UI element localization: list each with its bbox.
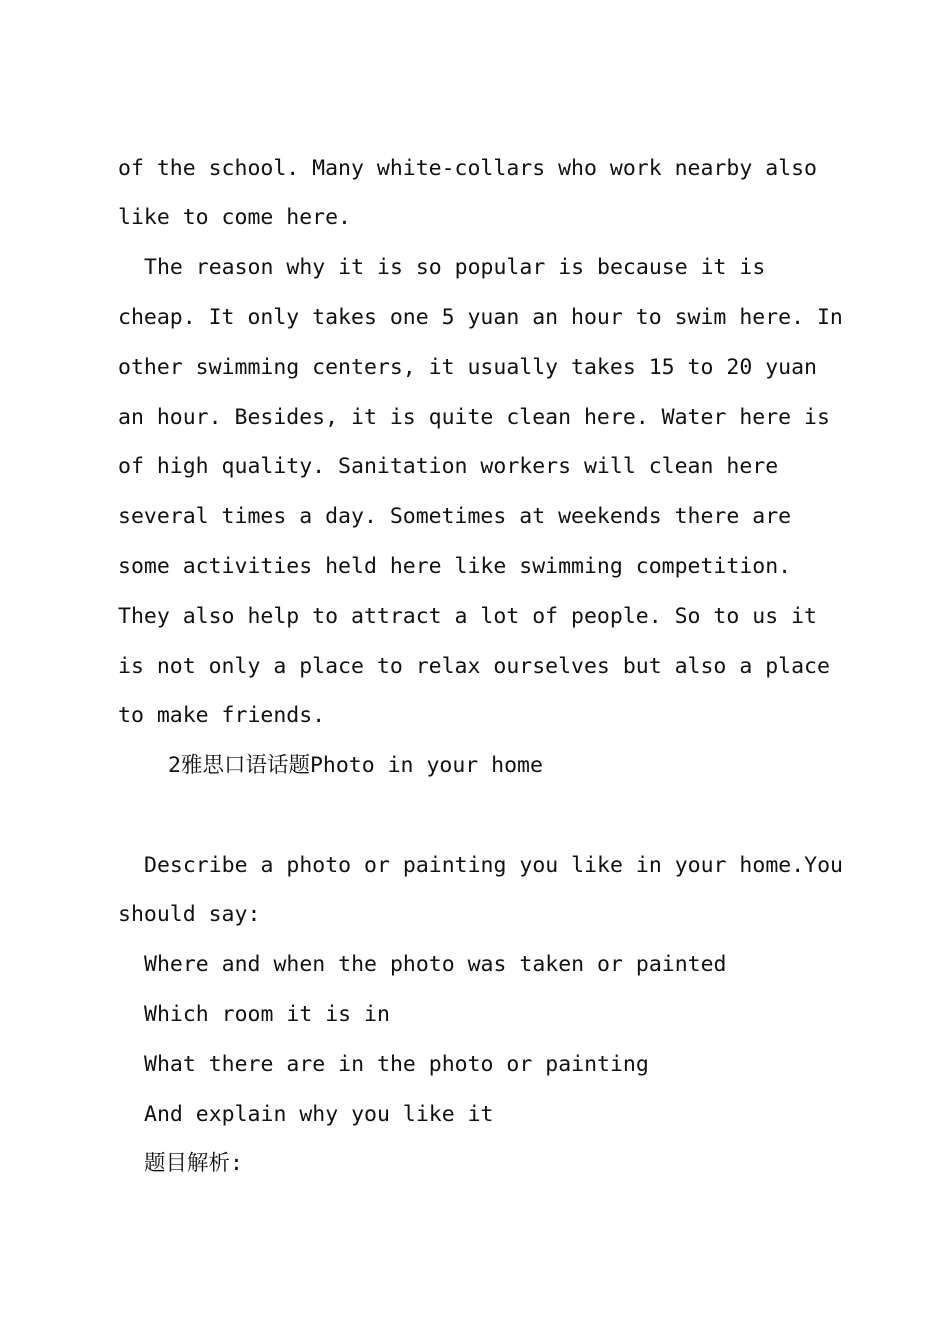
paragraph-line: They also help to attract a lot of people. So to us it	[118, 604, 817, 629]
subheading: 题目解析:	[144, 1151, 243, 1176]
paragraph-line: of high quality. Sanitation workers will clean here	[118, 454, 779, 479]
paragraph-line: is not only a place to relax ourselves but also a place	[118, 654, 830, 679]
paragraph-line: The reason why it is so popular is because it is	[144, 255, 766, 280]
section-heading: 2雅思口语话题Photo in your home	[168, 753, 543, 778]
paragraph-line: to make friends.	[118, 703, 326, 728]
list-item: And explain why you like it	[144, 1102, 494, 1127]
paragraph-line: of the school. Many white-collars who work nearby also	[118, 156, 817, 181]
list-item: Where and when the photo was taken or painted	[144, 952, 727, 977]
paragraph-line: several times a day. Sometimes at weekends there are	[118, 504, 792, 529]
paragraph-line: Describe a photo or painting you like in your home.You	[144, 853, 843, 878]
paragraph-line: like to come here.	[118, 205, 351, 230]
list-item: Which room it is in	[144, 1002, 390, 1027]
paragraph-line: an hour. Besides, it is quite clean here. Water here is	[118, 405, 830, 430]
paragraph-line: other swimming centers, it usually takes 15 to 20 yuan	[118, 355, 817, 380]
paragraph-line: some activities held here like swimming competition.	[118, 554, 792, 579]
paragraph-line: should say:	[118, 902, 261, 927]
paragraph-line: cheap. It only takes one 5 yuan an hour to swim here. In	[118, 305, 843, 330]
list-item: What there are in the photo or painting	[144, 1052, 649, 1077]
